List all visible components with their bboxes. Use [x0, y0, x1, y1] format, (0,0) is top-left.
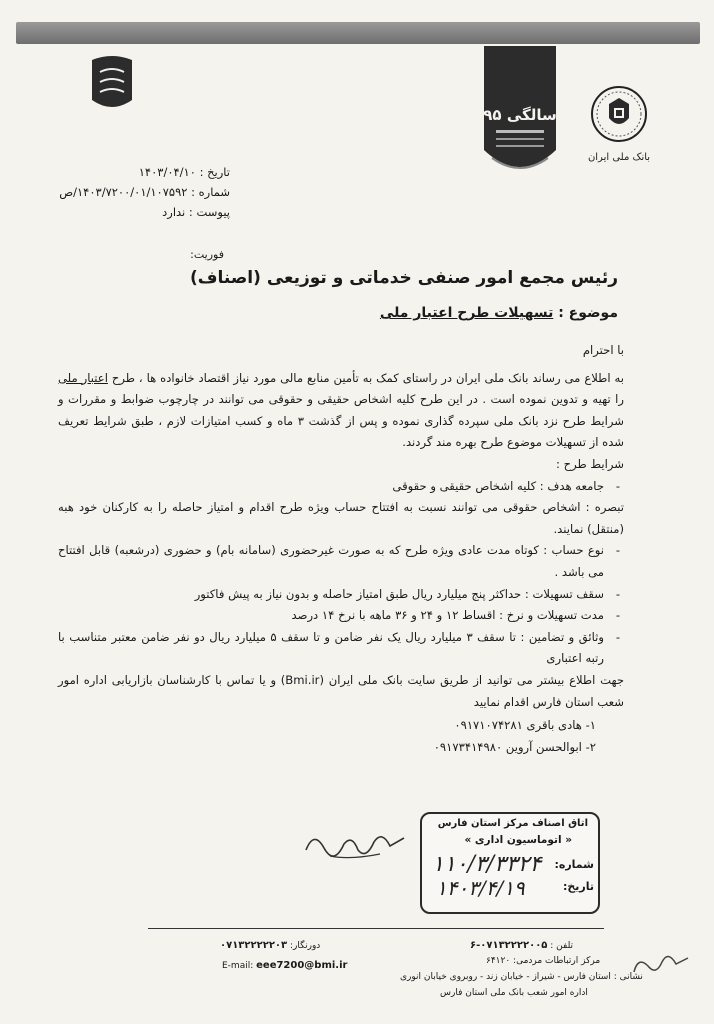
condition-item: - نوع حساب : کوتاه مدت عادی ویژه طرح که به صورت غیرحضوری (سامانه بام) و حضوری (درشعبه) قابل افتتاح می باشد . — [58, 540, 624, 583]
number-row — [30, 182, 230, 202]
address-value: استان فارس - شیراز - خیابان زند - روبروی خیابان انوری — [400, 972, 611, 982]
condition-item: - مدت تسهیلات و نرخ : اقساط ۱۲ و ۲۴ و ۳۶ ماهه با نرخ ۱۴ درصد — [58, 605, 624, 627]
intro-part-2: را تهیه و تدوین نموده است . در این طرح کلیه اشخاص حقیقی و حقوقی می توانند در چارچوب ضوابط و مقررات و شرایط طرح نزد بانک ملی سپرده گذاری نموده و پس از گذشت ۳ ماه و کسب امتیازات لازم ، طبق شرایط تعریف شده از تسهیلات موضوع طرح بهره مند گردند. — [58, 392, 624, 450]
receipt-stamp — [420, 812, 600, 914]
anniversary-95-logo — [478, 46, 562, 186]
address-label: نشانی : — [613, 972, 643, 982]
phone-label: تلفن : — [550, 941, 574, 951]
more-info: جهت اطلاع بیشتر می توانید از طریق سایت بانک ملی ایران (Bmi.ir) و یا تماس با کارشناسان بازاریابی اداره امور شعب استان فارس اقدام نمایید — [58, 672, 624, 709]
contacts-list — [58, 715, 624, 758]
subject-value: تسهیلات طرح اعتبار ملی — [379, 305, 554, 321]
bank-melli-logo — [588, 84, 650, 168]
intro-underlined: اعتبار ملی — [58, 370, 108, 385]
footer-address-2: اداره امور شعب بانک ملی استان فارس — [440, 988, 588, 998]
condition-note: تبصره : اشخاص حقوقی می توانند نسبت به افتتاح حساب ویژه طرح اقدام و امتیاز حاصله را به کارکنان خود هبه (منتقل) نمایند. — [58, 500, 624, 536]
center-value: ۶۴۱۲۰ — [486, 956, 511, 966]
footer-fax — [220, 940, 320, 951]
contact-name: هادی باقری — [526, 718, 582, 733]
number-value: ۱۴۰۳/۷۲۰۰/۰۱/۱۰۷۵۹۲/ص — [59, 185, 188, 199]
anniversary-text: ۹۵ سالگی — [483, 106, 557, 124]
condition-item: - وثائق و تضامین : تا سقف ۳ میلیارد ریال یک نفر ضامن و تا سقف ۵ میلیارد ریال دو نفر ضامن معتبر متناسب با رتبه اعتباری — [58, 627, 624, 670]
corner-handwriting — [628, 942, 694, 986]
scan-top-bar — [16, 22, 700, 44]
attachment-label: پیوست : — [188, 205, 230, 219]
contact-item — [58, 715, 624, 737]
handwritten-signature — [300, 820, 410, 864]
attachment-row — [30, 202, 230, 222]
seal-logo — [88, 54, 136, 114]
stamp-number-label: شماره: — [554, 858, 594, 871]
stamp-org: اتاق اصناف مرکز استان فارس — [437, 818, 588, 829]
letter-body — [58, 340, 624, 758]
greeting: با احترام — [582, 343, 624, 357]
email-value: eee7200@bmi.ir — [256, 960, 348, 971]
contact-name: ابوالحسن آروین — [505, 739, 582, 754]
letter-meta — [30, 162, 230, 222]
fax-label: دورنگار: — [290, 941, 321, 951]
subject-line — [98, 305, 618, 321]
stamp-number-handwritten: ۱۱۰/۳/۳۳۲۴ — [432, 852, 542, 877]
footer-center — [486, 956, 600, 966]
footer-divider — [148, 928, 604, 929]
number-label: شماره : — [191, 185, 230, 199]
bank-name-text: بانک ملی ایران — [588, 152, 650, 163]
condition-item: - سقف تسهیلات : حداکثر پنج میلیارد ریال طبق امتیاز حاصله و بدون نیاز به پیش فاکتور — [58, 584, 624, 606]
contact-index: ۱- — [585, 718, 596, 733]
contact-phone: ۰۹۱۷۳۴۱۴۹۸۰ — [433, 739, 503, 754]
stamp-date-handwritten: ۱۴۰۳/۴/۱۹ — [436, 876, 525, 900]
footer-email — [222, 960, 347, 971]
conditions-list — [58, 476, 624, 670]
stamp-date-label: تاریخ: — [562, 880, 594, 893]
intro-part-1: به اطلاع می رساند بانک ملی ایران در راستای کمک به تأمین منابع مالی مورد نیاز اقتصاد خانواده ها ، طرح — [111, 370, 624, 385]
attachment-value: ندارد — [162, 205, 186, 219]
intro-paragraph — [58, 368, 624, 454]
subject-label: موضوع : — [558, 305, 618, 321]
contact-phone: ۰۹۱۷۱۰۷۴۲۸۱ — [454, 718, 523, 733]
phone-value: ۰۷۱۳۲۲۲۲۰۰۵-۶ — [470, 940, 548, 951]
fax-value: ۰۷۱۳۲۲۲۲۲۰۳ — [220, 940, 288, 951]
conditions-title: شرایط طرح : — [556, 456, 624, 471]
contact-item — [58, 737, 624, 759]
stamp-dept: « اتوماسیون اداری » — [464, 834, 572, 846]
contact-index: ۲- — [585, 739, 596, 754]
date-row — [30, 162, 230, 182]
center-label: مرکز ارتباطات مردمی: — [513, 956, 601, 966]
footer-address — [400, 972, 643, 982]
condition-item: - جامعه هدف : کلیه اشخاص حقیقی و حقوقی — [58, 476, 624, 498]
footer-phone — [470, 940, 573, 951]
date-value: ۱۴۰۳/۰۴/۱۰ — [138, 165, 196, 179]
urgency-label: فوریت: — [190, 248, 224, 261]
date-label: تاریخ : — [199, 165, 230, 179]
recipient-title: رئیس مجمع امور صنفی خدماتی و توزیعی (اصناف) — [190, 268, 618, 288]
email-label: E-mail: — [222, 961, 254, 971]
